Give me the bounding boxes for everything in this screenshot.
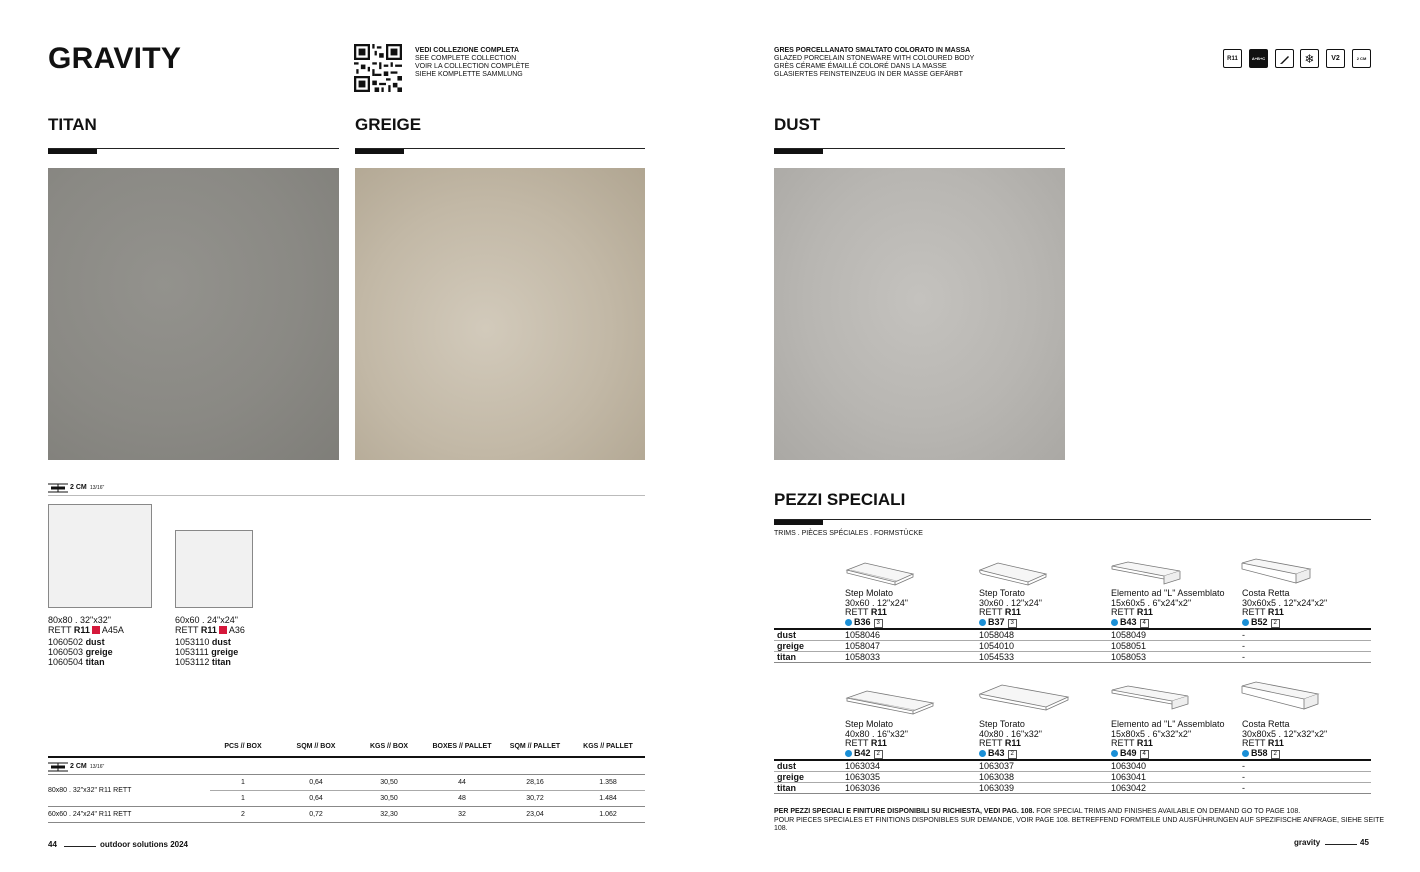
trim-article-code: 1058051 [1111,641,1147,651]
trim-name: Step Torato [979,719,1025,729]
article-color: greige [211,647,239,657]
packing-cell: 32 [458,811,466,818]
trim-article-code: 1063042 [1111,783,1147,793]
trim-qty: 2 [1271,619,1280,628]
format-codes [175,637,295,667]
special-note-line1 [774,808,1394,817]
trim-code: B43 [988,747,1005,758]
slip-rating: R11 [1004,738,1021,748]
thickness-label: 2 CM [70,484,87,491]
article-code: 1060502 [48,637,84,647]
trim-item [845,720,908,759]
thickness-icon-text: 2 CM [1356,56,1367,61]
step-molato-icon [845,688,935,718]
dot-icon [845,750,852,757]
row-label-titan: titan [777,783,796,793]
rett-label: RETT [979,607,1003,617]
divider-accent [774,520,823,525]
divider-accent [774,149,823,154]
qr-caption-line4: SIEHE KOMPLETTE SAMMLUNG [415,71,523,78]
rett-label: RETT [1242,738,1266,748]
qr-caption [415,47,615,79]
trim-item [1242,720,1327,759]
thickness-icon [48,483,68,493]
trim-article-code: 1058046 [845,630,881,640]
material-line3: GRÈS CÉRAME ÉMAILLÉ COLORÉ DANS LA MASSE [774,63,947,70]
v2-icon-text: V2 [1331,55,1340,62]
trim-article-code: 1063038 [979,772,1015,782]
trim-article-code: 1063039 [979,783,1015,793]
costa-retta-icon [1240,557,1312,587]
v2-icon [1326,49,1345,68]
trim-item [979,720,1042,759]
dot-icon [979,619,986,626]
step-torato-icon [978,682,1070,716]
dot-icon [845,619,852,626]
slip-rating: R11 [870,738,887,748]
article-code: 1053112 [175,657,210,667]
trim-code-row [845,749,908,759]
rett-label: RETT [845,607,869,617]
packing-header: PCS // BOX [224,743,262,750]
code-row [48,637,168,647]
packing-group-label: 2 CM [70,763,87,770]
row-label-titan: titan [777,652,796,662]
material-line1: GRES PORCELLANATO SMALTATO COLORATO IN MASSA [774,47,971,54]
scratch-icon [1275,49,1294,68]
article-color: dust [85,637,105,647]
trim-name: Elemento ad "L" Assemblato [1111,719,1225,729]
trim-article-code: - [1242,652,1245,662]
packing-cell: 0,64 [309,795,323,802]
trim-article-code: - [1242,783,1245,793]
packing-group [48,761,128,773]
packing-cell: 30,50 [380,795,398,802]
dot-icon [1111,619,1118,626]
trim-item [845,589,908,628]
special-note [774,808,1394,834]
rett-label: RETT [1111,607,1135,617]
divider-accent [48,149,97,154]
trim-qty: 2 [1271,750,1280,759]
costa-retta-icon [1240,680,1320,714]
row-label-dust: dust [777,761,796,771]
packing-cell: 2 [241,811,245,818]
material-line2: GLAZED PORCELAIN STONEWARE WITH COLOURED BODY [774,55,975,62]
slip-rating: R11 [73,625,90,635]
dot-icon [1242,750,1249,757]
trim-code-row [979,618,1042,628]
trim-article-code: 1058033 [845,652,881,662]
packing-cell: 0,64 [309,779,323,786]
packing-cell: 1 [241,795,245,802]
trim-qty: 3 [874,619,883,628]
trim-item [979,589,1042,628]
qr-caption-line3: VOIR LA COLLECTION COMPLÈTE [415,63,530,70]
format-size: 60x60 . 24"x24" [175,615,238,625]
trim-article-code: 1058048 [979,630,1015,640]
l-element-icon [1110,560,1182,588]
divider-accent [355,149,404,154]
trim-code: B58 [1251,747,1268,758]
packing-header: SQM // PALLET [509,743,561,750]
slip-rating: R11 [1136,607,1153,617]
row-label-greige: greige [777,641,805,651]
tile-image-dust [774,168,1065,460]
dot-icon [979,750,986,757]
table-rule [48,774,645,775]
trim-name: Step Molato [845,588,894,598]
page-number-right: 45 [1360,838,1369,847]
packing-row-label: 80x80 . 32"x32" R11 RETT [48,787,132,794]
trim-article-code: - [1242,630,1245,640]
article-code: 1060504 [48,657,84,667]
format-spec [48,625,168,635]
trim-size: 30x60 . 12"x24" [979,597,1042,608]
packing-cell: 48 [458,795,466,802]
article-color: greige [85,647,113,657]
trim-article-code: 1054010 [979,641,1015,651]
step-torato-icon [978,560,1048,588]
packing-header: SQM // BOX [296,743,336,750]
dot-icon [1111,750,1118,757]
row-label-dust: dust [777,630,796,640]
article-code: 1053110 [175,637,210,647]
trim-code: B52 [1251,616,1268,627]
slip-rating: R11 [870,607,887,617]
trim-name: Step Torato [979,588,1025,598]
packing-cell: 23,04 [526,811,544,818]
trim-article-code: 1058053 [1111,652,1147,662]
grade-marker-icon [219,626,227,634]
trim-article-code: - [1242,641,1245,651]
tile-image-greige [355,168,645,460]
footer-rule [64,846,96,847]
format-info-60x60 [175,615,295,667]
abc-icon [1249,49,1268,68]
trim-code-row [1111,749,1224,759]
trim-article-code: 1063036 [845,783,881,793]
slip-rating: R11 [1267,607,1284,617]
packing-header: BOXES // PALLET [432,743,492,750]
slip-rating: R11 [200,625,217,635]
trim-size: 15x60x5 . 6"x24"x2" [1111,597,1192,608]
qr-code-icon[interactable] [354,44,402,92]
collection-title: GRAVITY [48,42,182,75]
qr-caption-line2: SEE COMPLETE COLLECTION [415,55,517,62]
trim-name: Elemento ad "L" Assemblato [1111,588,1225,598]
trim-article-code: 1063035 [845,772,881,782]
color-title-greige: GREIGE [355,115,422,134]
footer-rule [1325,844,1357,845]
rett-label: RETT [1111,738,1135,748]
packing-row-label: 60x60 . 24"x24" R11 RETT [48,811,132,818]
trim-article-code: 1063037 [979,761,1015,771]
slip-rating: R11 [1004,607,1021,617]
packing-cell: 44 [458,779,466,786]
thickness-icon [48,762,68,772]
trim-size: 30x60 . 12"x24" [845,597,908,608]
packing-cell: 32,30 [380,811,398,818]
format-size: 80x80 . 32"x32" [48,615,111,625]
thickness-marker [48,482,118,494]
trim-item [1111,589,1224,628]
color-title-dust: DUST [774,115,821,134]
trim-code: B36 [854,616,871,627]
format-spec [175,625,295,635]
special-note-bold: PER PEZZI SPECIALI E FINITURE DISPONIBILI SU RICHIESTA, VEDI PAG. 108. [774,808,1035,815]
special-note-en: FOR SPECIAL TRIMS AND FINISHES AVAILABLE ON DEMAND GO TO PAGE 108. [1036,808,1301,815]
special-title: PEZZI SPECIALI [774,490,906,509]
footer-collection: gravity [1294,838,1321,847]
trim-code: B42 [854,747,871,758]
divider [48,495,645,496]
special-subtitle: TRIMS . PIÈCES SPÉCIALES . FORMSTÜCKE [774,530,923,537]
divider [774,519,1371,520]
article-color: dust [211,637,231,647]
article-code: 1053111 [175,647,209,657]
packing-cell: 1.484 [599,795,617,802]
format-box-80x80 [48,504,152,608]
format-info-80x80 [48,615,168,667]
row-label-greige: greige [777,772,805,782]
trim-code-row [979,749,1042,759]
code-row [175,657,295,667]
trim-article-code: 1058049 [1111,630,1147,640]
grade-label: A45A [101,625,124,635]
trim-code: B37 [988,616,1005,627]
color-title-titan: TITAN [48,115,97,134]
trim-size: 15x80x5 . 6"x32"x2" [1111,728,1192,739]
trim-article-code: 1063034 [845,761,881,771]
packing-cell: 1.062 [599,811,617,818]
qr-caption-line1: VEDI COLLEZIONE COMPLETA [415,47,520,54]
trim-code-row [1242,749,1327,759]
slip-rating: R11 [1136,738,1153,748]
thickness-sub: 13/16" [90,485,105,491]
packing-header: KGS // PALLET [583,743,633,750]
r11-icon-text: R11 [1227,55,1238,62]
grade-marker-icon [92,626,100,634]
article-color: titan [211,657,231,667]
trim-qty: 2 [874,750,883,759]
table-rule [48,756,645,758]
packing-cell: 1.358 [599,779,617,786]
tile-image-titan [48,168,339,460]
trim-qty: 4 [1140,750,1149,759]
trim-size: 40x80 . 16"x32" [979,728,1042,739]
packing-cell: 0,72 [309,811,323,818]
trim-name: Costa Retta [1242,719,1290,729]
trim-article-code: 1063040 [1111,761,1147,771]
packing-cell: 30,50 [380,779,398,786]
abc-icon-text: A+B+C [1251,56,1266,61]
trim-article-code: - [1242,772,1245,782]
packing-cell: 28,16 [526,779,544,786]
article-color: titan [85,657,105,667]
rett-label: RETT [845,738,869,748]
rett-label: RETT [48,625,72,635]
format-box-60x60 [175,530,253,608]
article-code: 1060503 [48,647,84,657]
trim-article-code: 1054533 [979,652,1015,662]
table-rule [48,806,645,807]
trim-code-row [845,618,908,628]
packing-cell: 1 [241,779,245,786]
format-codes [48,637,168,667]
rett-label: RETT [175,625,199,635]
rett-label: RETT [979,738,1003,748]
frost-icon [1300,49,1319,68]
thickness-icon [1352,49,1371,68]
trim-article-code: - [1242,761,1245,771]
grade-label: A36 [228,625,245,635]
packing-cell: 30,72 [526,795,544,802]
material-line4: GLASIERTES FEINSTEINZEUG IN DER MASSE GEFÄRBT [774,71,963,78]
page-number-left: 44 [48,840,57,849]
snowflake-icon: ❄ [1304,51,1315,66]
trim-qty: 4 [1140,619,1149,628]
trim-code: B49 [1120,747,1137,758]
trim-code: B43 [1120,616,1137,627]
slip-rating: R11 [1267,738,1284,748]
step-molato-icon [845,560,915,588]
code-row [175,637,295,647]
table-rule [48,822,645,823]
trim-item [1111,720,1224,759]
table-rule [774,793,1371,794]
l-element-icon [1110,684,1190,714]
trim-name: Costa Retta [1242,588,1290,598]
r11-icon [1223,49,1242,68]
footer-publication: outdoor solutions 2024 [100,840,189,849]
code-row [48,657,168,667]
trim-size: 30x80x5 . 12"x32"x2" [1242,728,1328,739]
code-row [48,647,168,657]
trim-item [1242,589,1327,628]
trim-code-row [1111,618,1224,628]
trim-size: 30x60x5 . 12"x24"x2" [1242,597,1328,608]
trim-code-row [1242,618,1327,628]
trim-qty: 2 [1008,750,1017,759]
table-rule [774,662,1371,663]
packing-header: KGS // BOX [369,743,409,750]
table-rule [210,790,645,791]
dot-icon [1242,619,1249,626]
trim-size: 40x80 . 16"x32" [845,728,908,739]
trim-article-code: 1058047 [845,641,881,651]
pencil-icon [1279,53,1291,65]
rett-label: RETT [1242,607,1266,617]
material-caption [774,47,1034,79]
trim-article-code: 1063041 [1111,772,1147,782]
trim-name: Step Molato [845,719,894,729]
packing-group-sub: 13/16" [90,764,105,770]
trim-qty: 3 [1008,619,1017,628]
special-note-line2: POUR PIECES SPECIALES ET FINITIONS DISPONIBLES SUR DEMANDE, VOIR PAGE 108. BETREFFEND FORMTEILE UND AUSFÜHRUNGEN AUF SPEZIFISCHE ANFRAGE, SIEHE SEITE 108. [774,816,1385,832]
code-row [175,647,295,657]
